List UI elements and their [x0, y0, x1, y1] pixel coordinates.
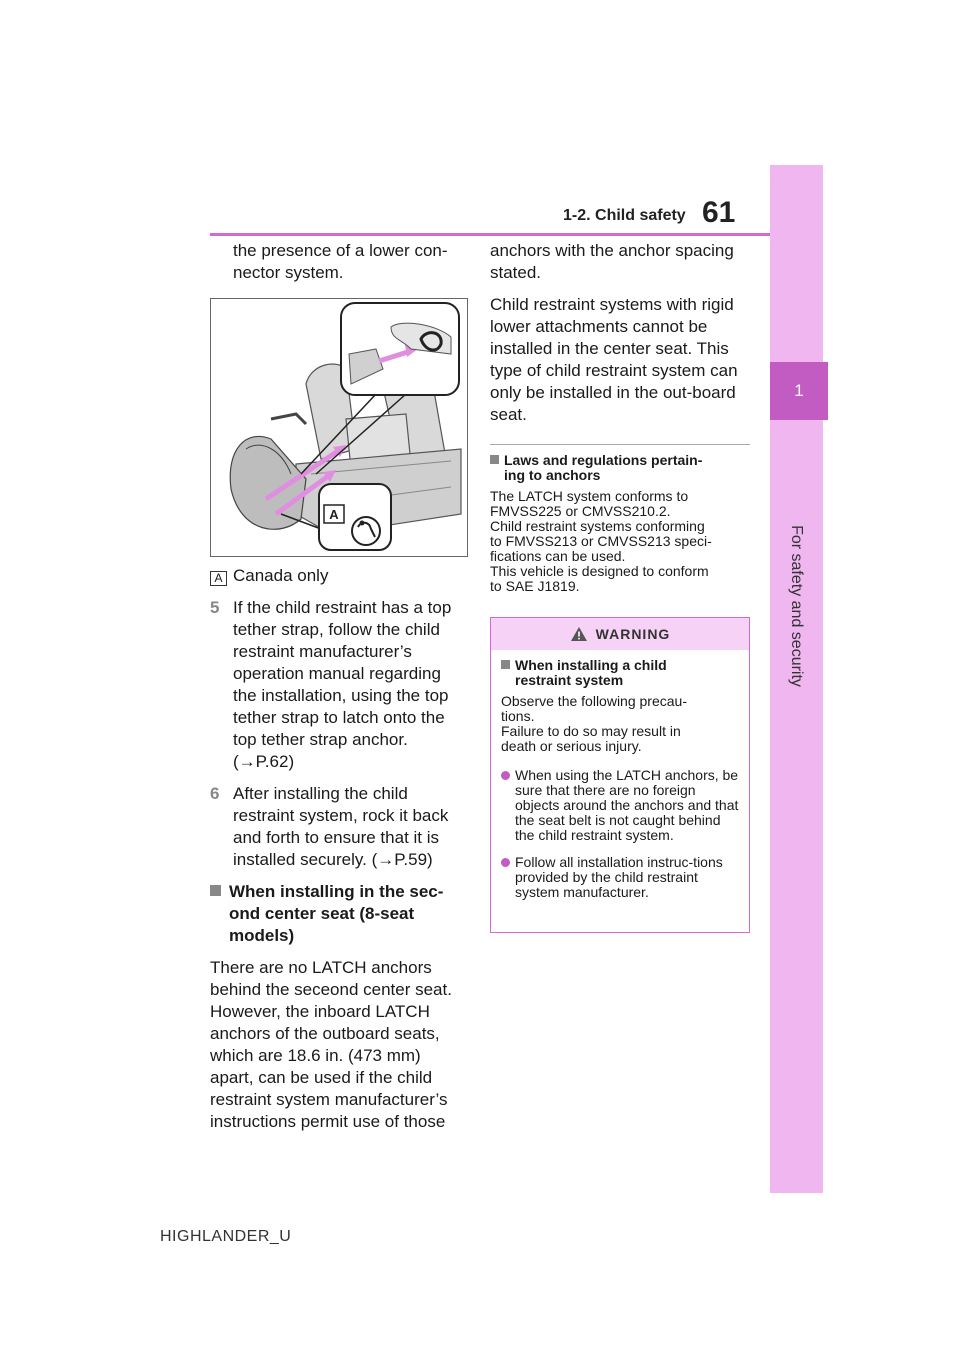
header-rule: [210, 233, 770, 236]
warning-triangle-icon: [570, 626, 588, 642]
warning-heading: [501, 658, 739, 688]
heading-square-icon: [210, 885, 221, 896]
heading-square-icon: [501, 660, 510, 669]
step-6: [210, 783, 468, 871]
bullet-dot-icon: [501, 858, 510, 867]
caption-label-badge: A: [210, 571, 227, 586]
chapter-number-badge: 1: [770, 362, 828, 420]
warning-box: [490, 617, 750, 933]
heading-square-icon: [490, 455, 499, 464]
caption-text: Canada only: [233, 566, 329, 585]
child-seat-latch-illustration: [210, 298, 468, 557]
left-column: [210, 240, 468, 1143]
step-text: After installing the child restraint system, rock it back and forth to ensure that it is installed securely. (→P.59): [233, 784, 449, 869]
bullet-dot-icon: [501, 771, 510, 780]
laws-text: The LATCH system conforms to FMVSS225 or CMVSS210.2. Child restraint systems conforming to FMVSS213 or CMVSS213 speci- fications can be used. This vehicle is designed to conform to SAE J1819.: [490, 488, 712, 594]
step-5: [210, 597, 468, 773]
right-para-1: anchors with the anchor spacing stated.: [490, 241, 734, 282]
warning-title: WARNING: [595, 626, 671, 642]
right-column: [490, 240, 750, 594]
section-title: 1-2. Child safety: [563, 207, 686, 224]
warning-bullet: [501, 855, 739, 900]
intro-text: the presence of a lower con- nector system.: [233, 241, 448, 282]
warning-heading-text: When installing a child restraint system: [515, 657, 667, 688]
warning-intro: Observe the following precau- tions. Failure to do so may result in death or serious injury.: [501, 693, 687, 754]
section-heading-second-center-seat: [210, 881, 468, 947]
latch-paragraph: There are no LATCH anchors behind the seceond center seat. However, the inboard LATCH anchors of the outboard seats, which are 18.6 in. (473 mm) apart, can be used if the child restraint system manufacturer’s instructions permit use of those: [210, 958, 452, 1131]
step-text: If the child restraint has a top tether strap, follow the child restraint manufacturer’s operation manual regarding the installation, using the top tether strap to latch onto the top tether strap anchor. (→P.62): [233, 598, 452, 771]
chapter-title: For safety and security: [788, 525, 805, 687]
figure-caption: [210, 565, 468, 587]
warning-bullet: [501, 768, 739, 843]
illustration-svg: [211, 299, 467, 556]
model-code-footer: HIGHLANDER_U: [160, 1228, 292, 1245]
warning-bullet-text: When using the LATCH anchors, be sure that there are no foreign objects around the anchors and that the seat belt is not caught behind the child restraint system.: [515, 767, 739, 843]
page-number: 61: [702, 196, 736, 229]
right-para-2: Child restraint systems with rigid lower attachments cannot be installed in the center seat. This type of child restraint system can only be installed in the out-board seat.: [490, 295, 738, 424]
warning-bullet-text: Follow all installation instruc-tions provided by the child restraint system manufacturer.: [515, 854, 723, 900]
step-number: 6: [210, 784, 220, 803]
warning-body: [491, 650, 749, 920]
warning-title-bar: [491, 618, 749, 650]
laws-heading-text: Laws and regulations pertain- ing to anchors: [504, 452, 703, 483]
laws-heading: [490, 453, 750, 483]
heading-text: When installing in the sec- ond center seat (8-seat models): [229, 882, 444, 945]
step-number: 5: [210, 598, 220, 617]
section-divider: [490, 444, 750, 445]
figure-label-a: A: [329, 507, 339, 522]
